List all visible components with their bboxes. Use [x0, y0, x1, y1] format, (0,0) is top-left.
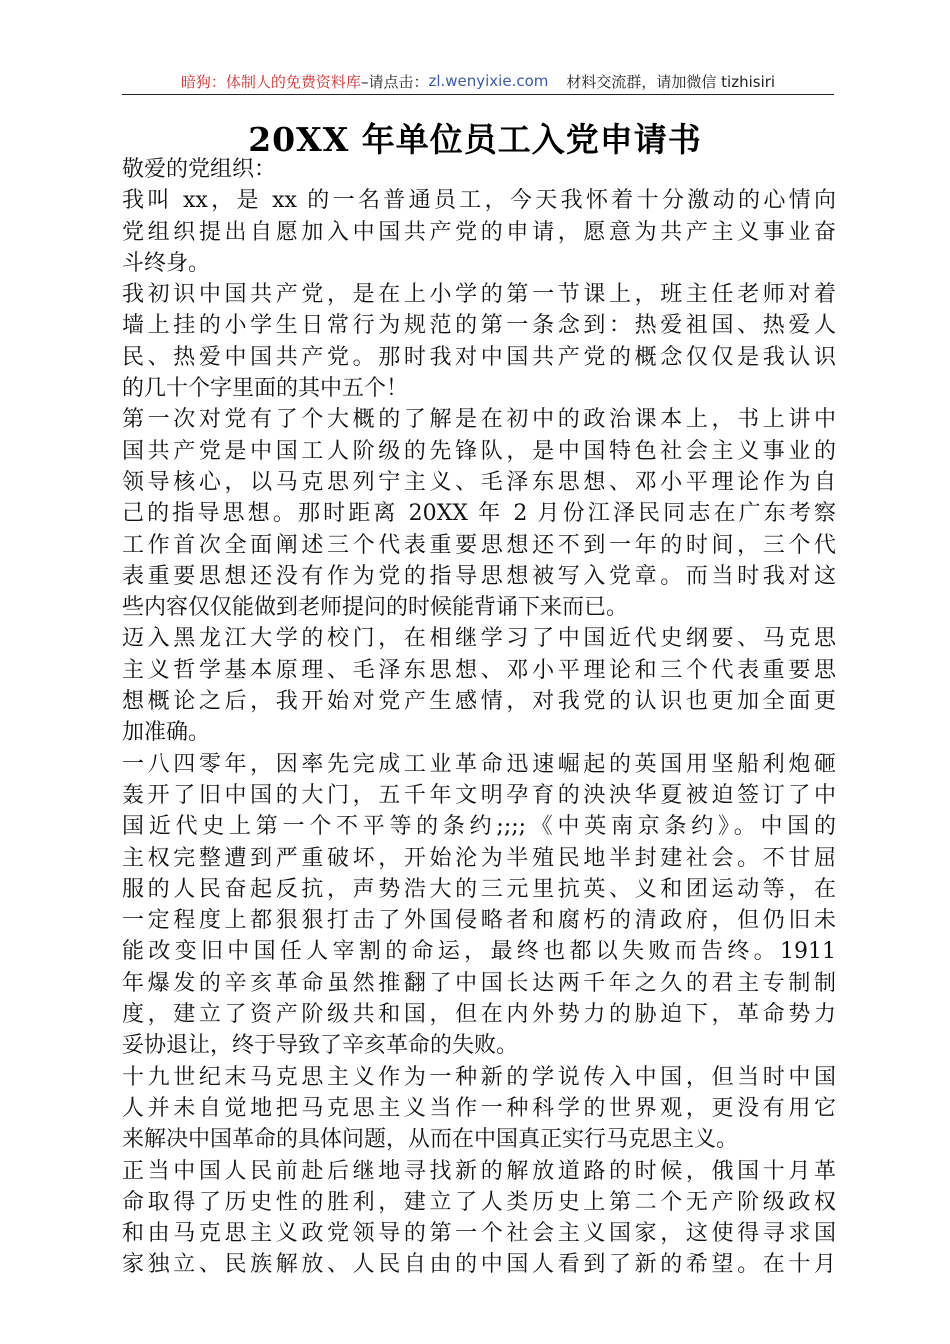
text-line: 轰开了旧中国的大门，五千年文明孕育的泱泱华夏被迫签订了中 [122, 782, 836, 808]
header-url-link[interactable]: zl.wenyixie.com [428, 72, 549, 90]
text-line: 国近代史上第一个不平等的条约;;;;《中英南京条约》。中国的 [122, 814, 836, 840]
text-line: 度，建立了资产阶级共和国，但在内外势力的胁迫下，革命势力 [122, 1002, 836, 1028]
text-line: 民、热爱中国共产党。那时我对中国共产党的概念仅仅是我认识 [122, 344, 836, 370]
text-line: 妥协退让，终于导致了辛亥革命的失败。 [122, 1033, 519, 1059]
text-line: 工作首次全面阐述三个代表重要思想还不到一年的时间，三个代 [122, 532, 836, 558]
header-click-prompt: –请点击： [360, 72, 429, 91]
text-line: 我叫 xx，是 xx 的一名普通员工，今天我怀着十分激动的心情向 [122, 188, 836, 214]
text-line: 国共产党是中国工人阶级的先锋队，是中国特色社会主义事业的 [122, 438, 836, 464]
text-line: 迈入黑龙江大学的校门，在相继学习了中国近代史纲要、马克思 [122, 626, 836, 652]
page-header [122, 68, 834, 95]
text-line: 我初识中国共产党，是在上小学的第一节课上，班主任老师对着 [122, 282, 836, 308]
text-line: 和由马克思主义政党领导的第一个社会主义国家，这使得寻求国 [122, 1221, 836, 1247]
text-line: 人并未自觉地把马克思主义当作一种科学的世界观，更没有用它 [122, 1095, 836, 1121]
document-title: 20XX 年单位员工入党申请书 [248, 120, 702, 159]
text-line: 墙上挂的小学生日常行为规范的第一条念到：热爱祖国、热爱人 [122, 313, 836, 339]
text-line: 一八四零年，因率先完成工业革命迅速崛起的英国用坚船利炮砸 [122, 751, 836, 777]
text-line: 想概论之后，我开始对党产生感情，对我党的认识也更加全面更 [122, 689, 836, 715]
text-line: 领导核心，以马克思列宁主义、毛泽东思想、邓小平理论作为自 [122, 469, 836, 495]
text-line: 斗终身。 [122, 250, 211, 276]
text-line: 来解决中国革命的具体问题，从而在中国真正实行马克思主义。 [122, 1127, 739, 1153]
text-line: 十九世纪末马克思主义作为一种新的学说传入中国，但当时中国 [122, 1064, 836, 1090]
text-line: 命取得了历史性的胜利，建立了人类历史上第二个无产阶级政权 [122, 1189, 836, 1215]
document-body [122, 154, 836, 1281]
text-line: 第一次对党有了个大概的了解是在初中的政治课本上，书上讲中 [122, 407, 836, 433]
text-line: 能改变旧中国任人宰割的命运，最终也都以失败而告终。1911 [122, 939, 836, 965]
text-line: 一定程度上都狠狠打击了外国侵略者和腐朽的清政府，但仍旧未 [122, 908, 836, 934]
text-line: 敬爱的党组织： [122, 157, 277, 182]
text-line: 些内容仅仅能做到老师提问的时候能背诵下来而已。 [122, 595, 629, 621]
text-line: 己的指导思想。那时距离 20XX 年 2 月份江泽民同志在广东考察 [122, 501, 836, 527]
text-line: 表重要思想还没有作为党的指导思想被写入党章。而当时我对这 [122, 563, 836, 589]
header-site-name: 暗狗：体制人的免费资料库 [180, 72, 361, 91]
text-line: 家独立、民族解放、人民自由的中国人看到了新的希望。在十月 [122, 1252, 836, 1278]
text-line: 主义哲学基本原理、毛泽东思想、邓小平理论和三个代表重要思 [122, 657, 836, 683]
text-line: 年爆发的辛亥革命虽然推翻了中国长达两千年之久的君主专制制 [122, 970, 836, 996]
text-line: 服的人民奋起反抗，声势浩大的三元里抗英、义和团运动等，在 [122, 876, 836, 902]
header-contact: 材料交流群，请加微信 tizhisiri [566, 72, 776, 91]
text-line: 主权完整遭到严重破坏，开始沦为半殖民地半封建社会。不甘屈 [122, 845, 836, 871]
text-line: 加准确。 [122, 720, 211, 746]
text-line: 的几十个字里面的其中五个！ [122, 376, 409, 402]
text-line: 正当中国人民前赴后继地寻找新的解放道路的时候，俄国十月革 [122, 1158, 836, 1184]
text-line: 党组织提出自愿加入中国共产党的申请，愿意为共产主义事业奋 [122, 219, 836, 245]
